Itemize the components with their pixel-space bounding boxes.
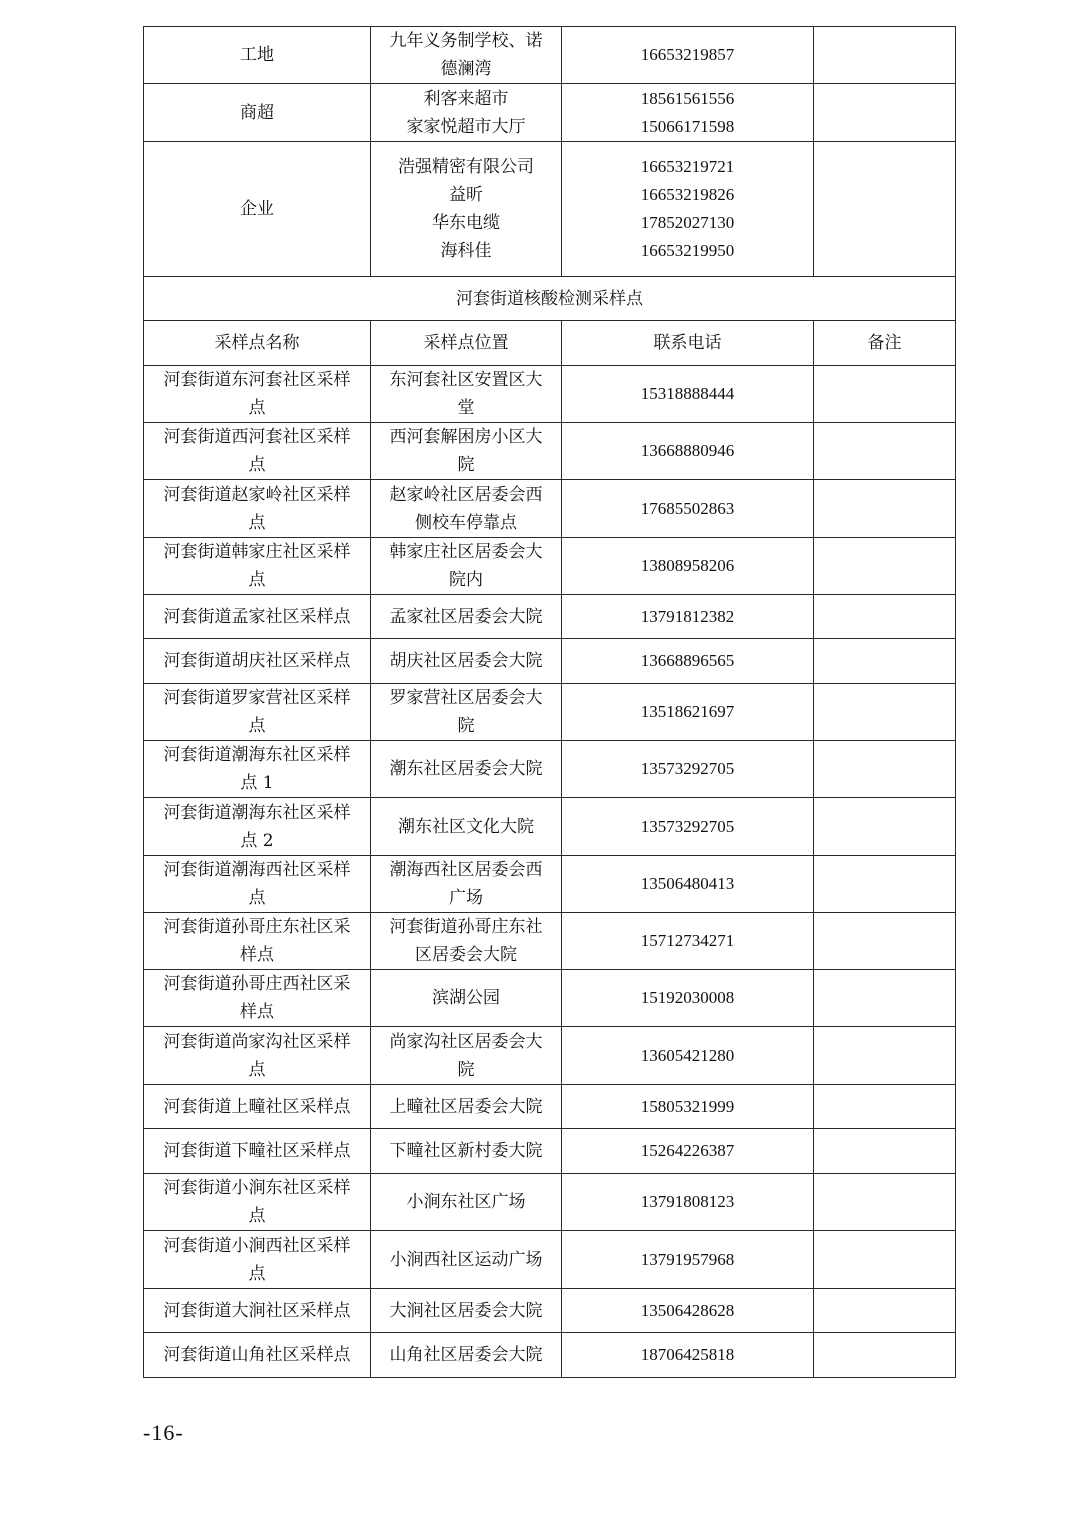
site-name-line: 点 2 [240,830,274,851]
table-row [144,366,956,423]
table-row [144,1231,956,1289]
site-name-line: 河套街道韩家庄社区采样 [163,542,351,562]
site-name [144,1027,371,1085]
site-phone: 13668880946 [562,423,814,480]
group-phones [562,142,814,277]
site-location-line: 上疃社区居委会大院 [389,1096,543,1117]
site-location-line: 西河套解困房小区大 [389,427,543,447]
site-location-line: 院 [457,716,475,736]
site-name-line: 河套街道小涧西社区采样 [163,1235,351,1256]
site-location-line: 院 [457,455,475,475]
site-location-line: 尚家沟社区居委会大 [389,1031,543,1052]
site-location [371,856,562,913]
site-name-line: 河套街道赵家岭社区采样 [163,484,351,505]
site-name [144,913,371,970]
site-name-line: 点 [248,398,266,418]
group-category: 工地 [144,27,371,84]
site-name [144,970,371,1027]
site-location [371,480,562,538]
site-name-line: 点 [248,888,266,908]
site-name-line: 河套街道小涧东社区采样 [163,1178,351,1198]
site-location [371,595,562,639]
site-phone: 18706425818 [562,1333,814,1378]
site-phone: 13668896565 [562,639,814,684]
site-location-line: 潮海西社区居委会西 [389,860,543,880]
site-location-line: 孟家社区居委会大院 [389,606,543,627]
table-row [144,1289,956,1333]
site-name [144,480,371,538]
site-location-line: 院 [457,1059,475,1080]
site-location-line: 罗家营社区居委会大 [389,688,543,708]
site-name [144,798,371,856]
table-row [144,423,956,480]
table-row [144,1129,956,1174]
group-locations [371,142,562,277]
site-location-line: 赵家岭社区居委会西 [389,484,543,505]
section-title: 河套街道核酸检测采样点 [144,277,956,321]
site-phone: 13605421280 [562,1027,814,1085]
table-row [144,798,956,856]
group-phones-line: 16653219721 [640,157,735,176]
site-location [371,1129,562,1174]
site-name-line: 样点 [240,1002,274,1022]
site-name-line: 点 [248,1263,266,1284]
site-location [371,1085,562,1129]
group-phones-line: 18561561556 [640,88,735,108]
site-note [814,1231,956,1289]
site-name-line: 河套街道潮海东社区采样 [163,802,351,823]
site-name [144,1085,371,1129]
site-name-line: 河套街道上疃社区采样点 [163,1096,351,1117]
site-note [814,480,956,538]
site-name-line: 点 [248,1206,266,1226]
site-name [144,1231,371,1289]
table-row [144,1174,956,1231]
site-phone: 13506428628 [562,1289,814,1333]
site-location-line: 下疃社区新村委大院 [389,1141,543,1161]
site-name [144,741,371,798]
site-name [144,1129,371,1174]
site-name-line: 河套街道孟家社区采样点 [163,606,351,627]
site-location-line: 院内 [449,570,483,590]
site-location [371,913,562,970]
header-phone: 联系电话 [562,321,814,366]
site-note [814,798,956,856]
site-name-line: 河套街道大涧社区采样点 [163,1300,351,1321]
site-location-line: 胡庆社区居委会大院 [389,651,543,671]
site-location [371,423,562,480]
site-phone: 13808958206 [562,538,814,595]
site-name [144,538,371,595]
group-locations-line: 浩强精密有限公司 [398,157,534,177]
header-name: 采样点名称 [144,321,371,366]
site-location-line: 山角社区居委会大院 [389,1345,543,1365]
site-location-line: 潮东社区居委会大院 [389,759,543,779]
table-row [144,480,956,538]
site-name [144,856,371,913]
site-phone: 15712734271 [562,913,814,970]
table-row [144,1333,956,1378]
site-location [371,798,562,856]
site-location-line: 滨湖公园 [432,988,500,1008]
site-name [144,366,371,423]
site-note [814,423,956,480]
table-row [144,639,956,684]
group-note [814,27,956,84]
site-phone: 13573292705 [562,741,814,798]
site-name-line: 点 [248,716,266,736]
site-location-line: 东河套社区安置区大 [389,370,543,390]
header-location: 采样点位置 [371,321,562,366]
site-name-line: 点 [248,570,266,590]
site-location-line: 大涧社区居委会大院 [389,1300,543,1321]
site-name-line: 河套街道下疃社区采样点 [163,1141,351,1161]
site-name-line: 河套街道罗家营社区采样 [163,688,351,708]
table-row [144,856,956,913]
site-phone: 13791812382 [562,595,814,639]
site-phone: 13506480413 [562,856,814,913]
site-note [814,913,956,970]
group-locations-line: 德澜湾 [440,59,492,79]
group-locations-line: 益昕 [449,185,483,205]
site-note [814,1174,956,1231]
site-name [144,1289,371,1333]
table-row [144,595,956,639]
table-row [144,1085,956,1129]
header-row [144,321,956,366]
site-location [371,538,562,595]
group-note [814,142,956,277]
group-locations-line: 利客来超市 [423,88,509,109]
site-location [371,1027,562,1085]
site-note [814,856,956,913]
site-location [371,970,562,1027]
site-name-line: 河套街道西河套社区采样 [163,427,351,447]
site-location-line: 区居委会大院 [415,945,517,965]
table-row [144,913,956,970]
site-name-line: 河套街道潮海西社区采样 [163,860,351,880]
site-name-line: 河套街道胡庆社区采样点 [163,651,351,671]
table-row [144,970,956,1027]
group-phones-line: 15066171598 [640,116,735,136]
site-note [814,1289,956,1333]
group-row [144,142,956,277]
site-note [814,1129,956,1174]
site-phone: 13791808123 [562,1174,814,1231]
header-note: 备注 [814,321,956,366]
site-name-line: 点 [248,1059,266,1080]
table-row [144,741,956,798]
site-name [144,595,371,639]
sampling-sites-table [143,26,956,1378]
site-name-line: 河套街道孙哥庄西社区采 [163,974,351,994]
site-name-line: 河套街道潮海东社区采样 [163,745,351,765]
group-locations [371,84,562,142]
site-name-line: 点 1 [240,773,274,793]
group-phones-line: 17852027130 [640,213,735,232]
group-phones-line: 16653219826 [640,185,735,204]
site-phone: 15264226387 [562,1129,814,1174]
site-location [371,741,562,798]
group-locations-line: 海科佳 [440,241,492,261]
site-location [371,366,562,423]
site-note [814,639,956,684]
site-phone: 13518621697 [562,684,814,741]
site-phone: 17685502863 [562,480,814,538]
site-name-line: 河套街道尚家沟社区采样 [163,1031,351,1052]
group-phones-line: 16653219857 [640,45,735,64]
table-row [144,684,956,741]
group-category: 商超 [144,84,371,142]
site-location-line: 侧校车停靠点 [415,512,517,533]
site-location [371,1231,562,1289]
site-location-line: 小涧东社区广场 [406,1192,526,1212]
table-body [144,27,956,1378]
group-category: 企业 [144,142,371,277]
site-phone: 13573292705 [562,798,814,856]
group-phones-line: 16653219950 [640,241,735,260]
site-note [814,538,956,595]
site-phone: 15192030008 [562,970,814,1027]
group-locations [371,27,562,84]
group-locations-line: 九年义务制学校、诺 [389,31,543,51]
site-name-line: 样点 [240,945,274,965]
group-phones [562,27,814,84]
site-location-line: 潮东社区文化大院 [398,816,534,837]
site-note [814,595,956,639]
site-location [371,639,562,684]
site-note [814,1085,956,1129]
site-location-line: 韩家庄社区居委会大 [389,542,543,562]
site-name [144,1333,371,1378]
site-name-line: 河套街道东河套社区采样 [163,370,351,390]
section-title-row [144,277,956,321]
site-location [371,1333,562,1378]
site-note [814,684,956,741]
table-row [144,538,956,595]
site-phone: 15318888444 [562,366,814,423]
site-note [814,1027,956,1085]
site-name [144,1174,371,1231]
site-location [371,1174,562,1231]
site-name-line: 点 [248,512,266,533]
site-location-line: 广场 [449,888,483,908]
group-phones [562,84,814,142]
site-location-line: 小涧西社区运动广场 [389,1249,543,1270]
group-locations-line: 华东电缆 [432,213,500,233]
site-name [144,684,371,741]
site-name [144,639,371,684]
site-location-line: 堂 [457,398,475,418]
site-name-line: 河套街道孙哥庄东社区采 [163,917,351,937]
page-number: -16- [143,1420,184,1445]
site-note [814,970,956,1027]
site-phone: 15805321999 [562,1085,814,1129]
group-locations-line: 家家悦超市大厅 [406,116,526,137]
table-row [144,1027,956,1085]
group-note [814,84,956,142]
site-name-line: 点 [248,455,266,475]
site-location [371,684,562,741]
site-location [371,1289,562,1333]
site-name-line: 河套街道山角社区采样点 [163,1345,351,1365]
site-name [144,423,371,480]
site-note [814,366,956,423]
site-note [814,741,956,798]
group-row [144,84,956,142]
site-location-line: 河套街道孙哥庄东社 [389,917,543,937]
group-row [144,27,956,84]
site-phone: 13791957968 [562,1231,814,1289]
site-note [814,1333,956,1378]
